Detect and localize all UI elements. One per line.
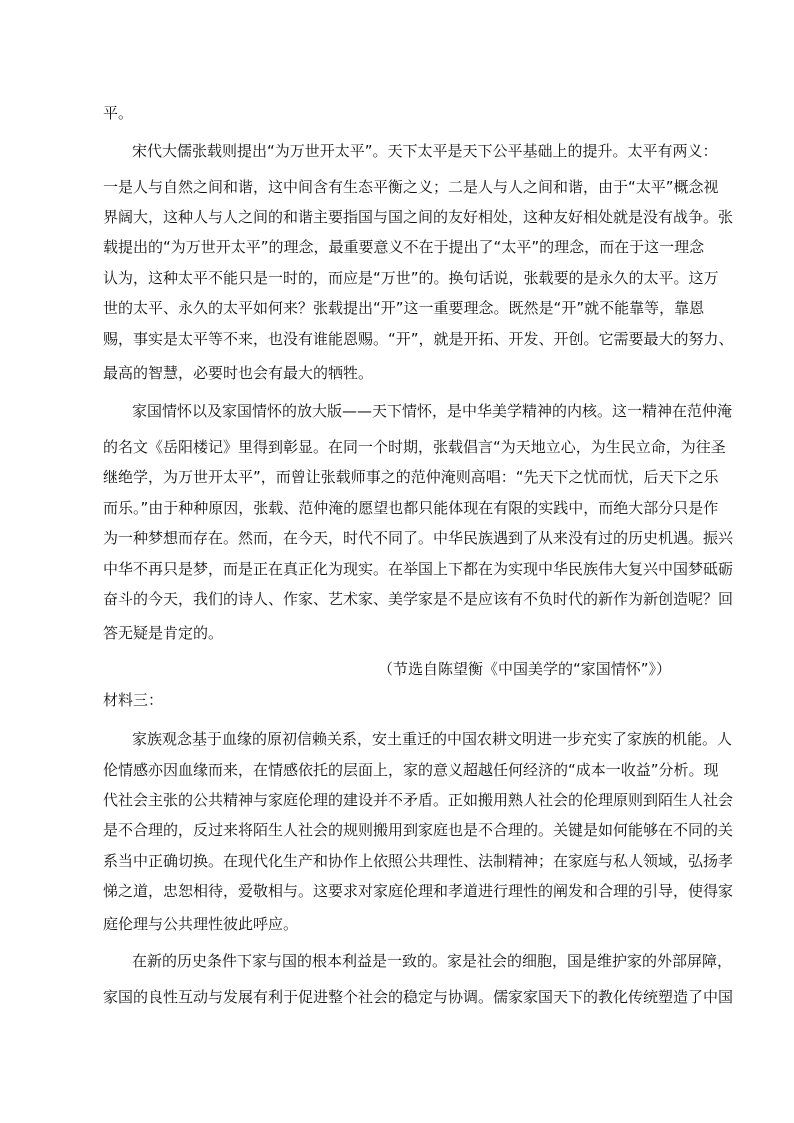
text-line: 系当中正确切换。在现代化生产和协作上依照公共理性、法制精神；在家庭与私人领域，弘扬孝: [103, 852, 734, 870]
text-line: 庭伦理与公共理性彼此呼应。: [103, 915, 299, 933]
source-citation: （节选自陈望衡《中国美学的“家国情怀”》）: [378, 660, 672, 678]
text-line: 认为，这种太平不能只是一时的，而应是“万世”的。换句话说，张载要的是永久的太平。这万: [103, 269, 719, 287]
text-line: 伦情感亦因血缘而来，在情感依托的层面上，家的意义超越任何经济的“成本一收益”分析。现: [103, 761, 719, 779]
paragraph-first-line: 宋代大儒张载则提出“为万世开太平”。天下太平是天下公平基础上的提升。太平有两义：: [132, 142, 718, 160]
paragraph-first-line: 家国情怀以及家国情怀的放大版——天下情怀，是中华美学精神的内核。这一精神在范仲淹: [132, 402, 733, 420]
text-line: 一是人与自然之间和谐，这中间含有生态平衡之义；二是人与人之间和谐，由于“太平”概念视: [103, 178, 719, 196]
text-line: 为一种梦想而存在。然而，在今天，时代不同了。中华民族遇到了从来没有过的历史机遇。振兴: [103, 529, 734, 547]
text-line: 平。: [103, 104, 134, 122]
text-line: 中华不再只是梦，而是正在真正化为现实。在举国上下都在为实现中华民族伟大复兴中国梦砥砺: [103, 560, 734, 578]
text-line: 继绝学，为万世开太平”，而曾让张载师事之的范仲淹则高唱：“先天下之忧而忧，后天下之乐: [103, 468, 719, 486]
text-line: 界阔大，这种人与人之间的和谐主要指国与国之间的友好相处，这种友好相处就是没有战争。张: [103, 208, 734, 226]
text-line: 代社会主张的公共精神与家庭伦理的建设并不矛盾。正如搬用熟人社会的伦理原则到陌生人社会: [103, 791, 734, 809]
section-heading: 材料三：: [103, 691, 164, 709]
text-line: 悌之道，忠恕相待，爱敬相与。这要求对家庭伦理和孝道进行理性的阐发和合理的引导，使得家: [103, 882, 734, 900]
text-line: 世的太平、永久的太平如何来？张载提出“开”这一重要理念。既然是“开”就不能靠等，靠恩: [103, 299, 705, 317]
text-line: 家国的良性互动与发展有利于促进整个社会的稳定与协调。儒家家国天下的教化传统塑造了中国: [103, 988, 734, 1006]
text-line: 赐，事实是太平等不来，也没有谁能恩赐。“开”，就是开拓、开发、开创。它需要最大的努力、: [103, 330, 734, 348]
text-line: 是不合理的，反过来将陌生人社会的规则搬用到家庭也是不合理的。关键是如何能够在不同的关: [103, 821, 734, 839]
text-line: 而乐。”由于种种原因，张载、范仲淹的愿望也都只能体现在有限的实践中，而绝大部分只是作: [103, 499, 719, 517]
text-line: 的名文《岳阳楼记》里得到彰显。在同一个时期，张载倡言“为天地立心，为生民立命，为往圣: [103, 438, 726, 456]
text-line: 答无疑是肯定的。: [103, 624, 224, 642]
paragraph-first-line: 家族观念基于血缘的原初信赖关系，安土重迁的中国农耕文明进一步充实了家族的机能。人: [132, 730, 733, 748]
text-line: 最高的智慧，必要时也会有最大的牺牲。: [103, 364, 374, 382]
text-line: 奋斗的今天，我们的诗人、作家、艺术家、美学家是不是应该有不负时代的新作为新创造呢？回: [103, 590, 734, 608]
text-line: 载提出的“为万世开太平”的理念，最重要意义不在于提出了“太平”的理念，而在于这一理念: [103, 238, 705, 256]
paragraph-first-line: 在新的历史条件下家与国的根本利益是一致的。家是社会的细胞，国是维护家的外部屏障，: [132, 952, 733, 970]
